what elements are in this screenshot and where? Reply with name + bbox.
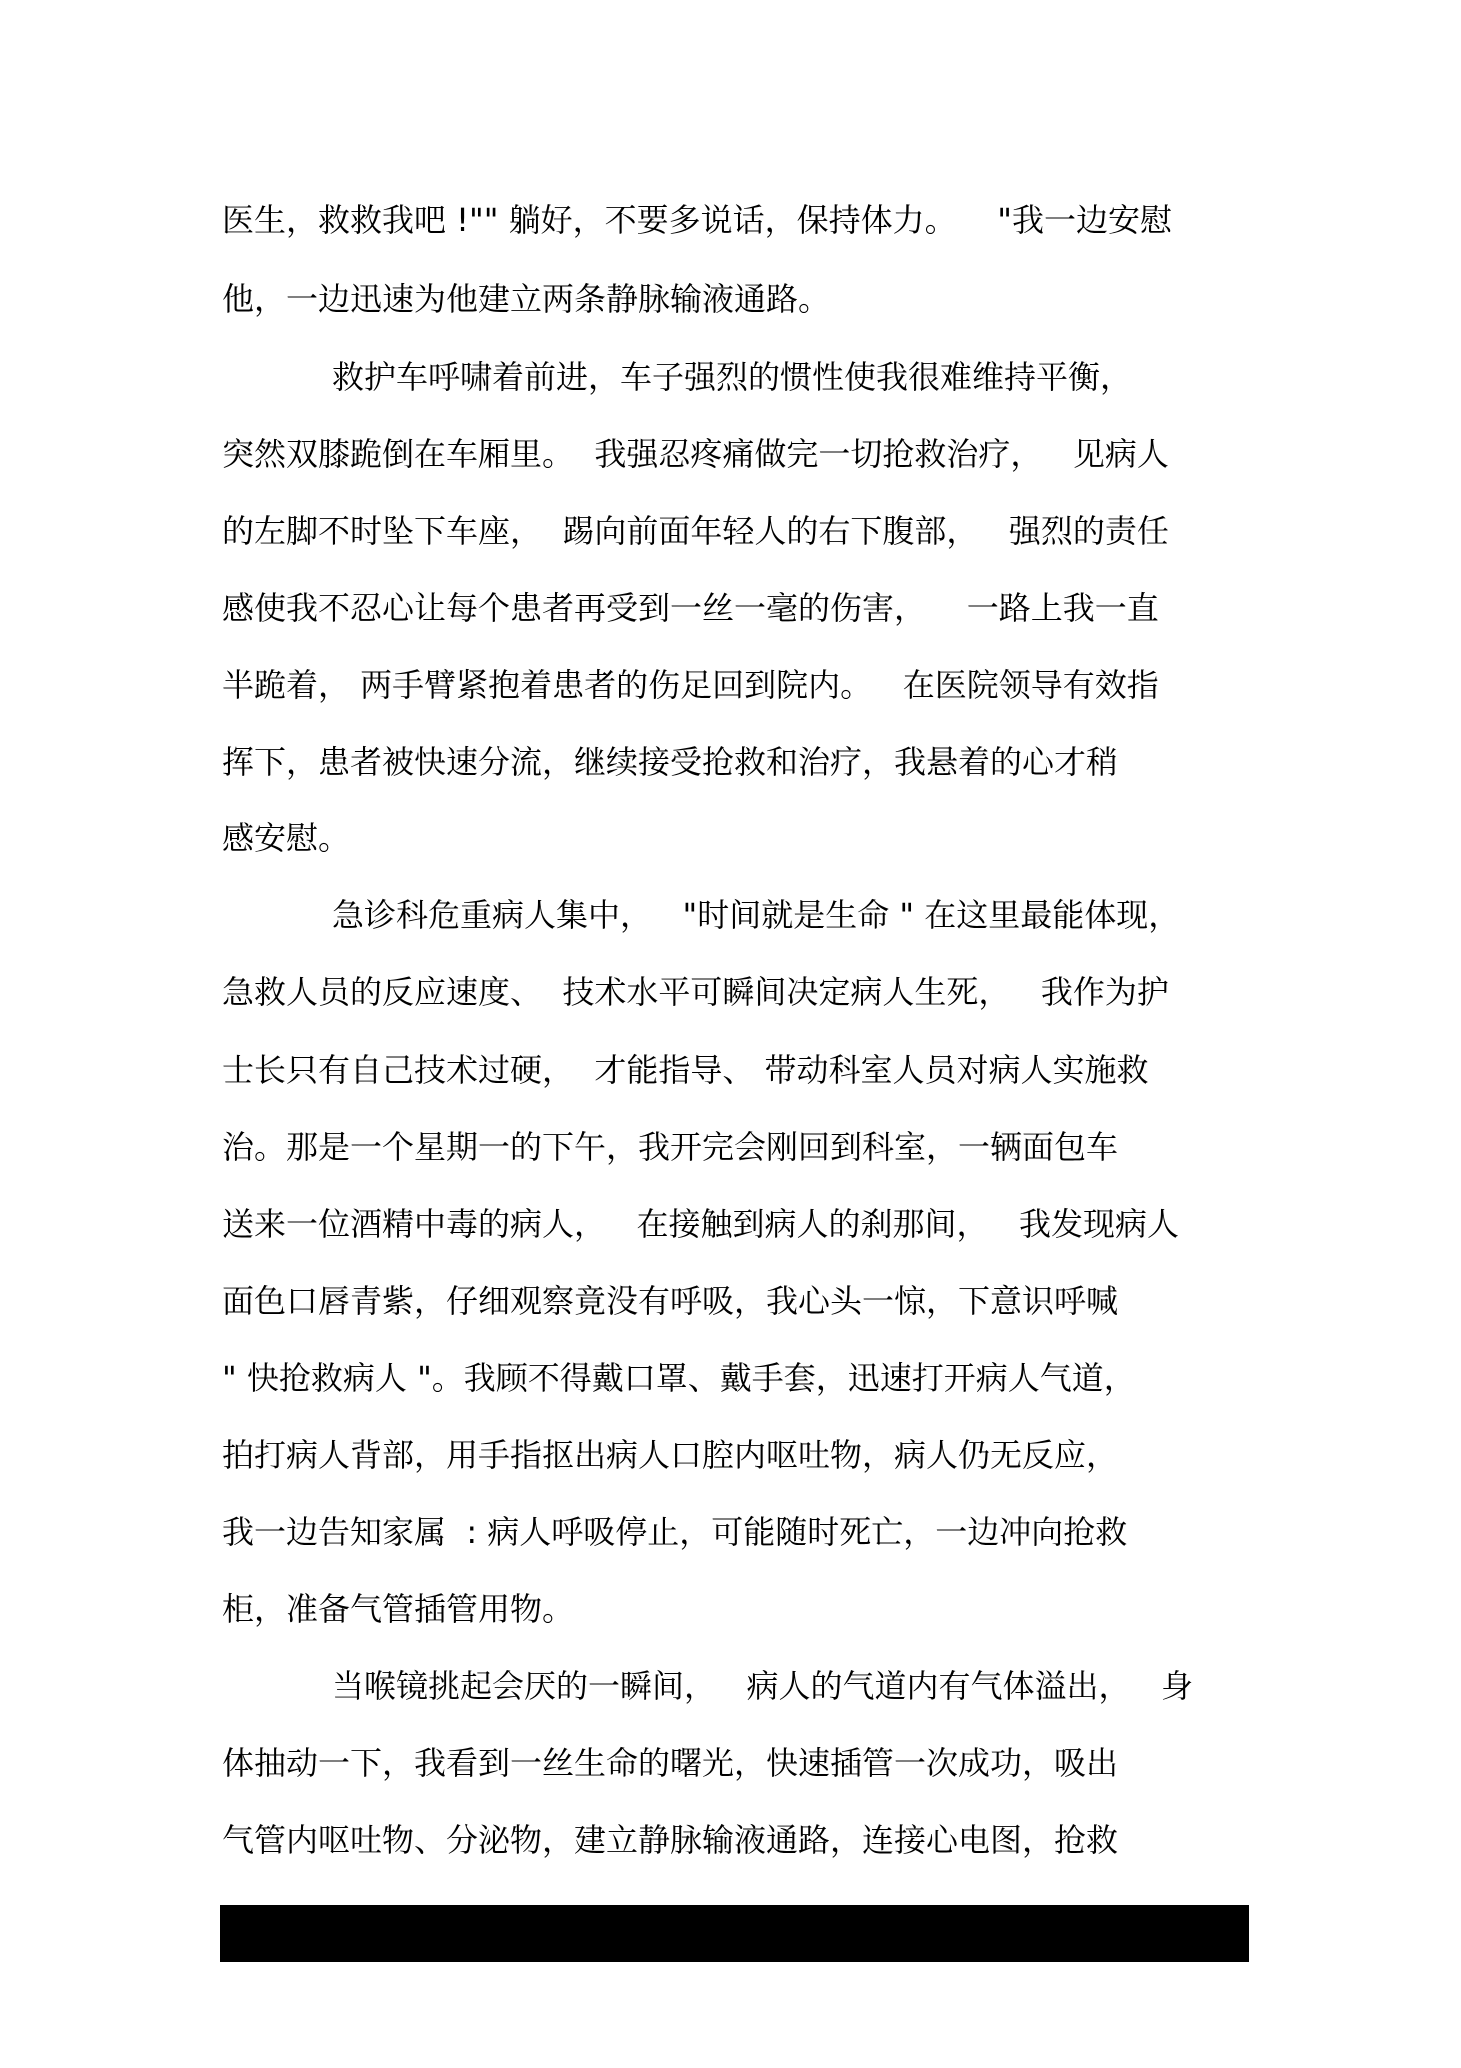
text-line: 医生，救救我吧 !"" 躺好，不要多说话，保持体力。 "我一边安慰 (222, 201, 1173, 239)
text-line: 感使我不忍心让每个患者再受到一丝一毫的伤害， 一路上我一直 (222, 589, 1159, 627)
redaction-bar (220, 1905, 1249, 1962)
text-line: 气管内呕吐物、分泌物，建立静脉输液通路，连接心电图，抢救 (222, 1821, 1119, 1859)
text-line: 送来一位酒精中毒的病人， 在接触到病人的刹那间， 我发现病人 (222, 1205, 1180, 1243)
text-line: 急救人员的反应速度、 技术水平可瞬间决定病人生死， 我作为护 (222, 973, 1169, 1011)
text-line: 突然双膝跪倒在车厢里。 我强忍疼痛做完一切抢救治疗， 见病人 (222, 435, 1169, 473)
text-line: 治。那是一个星期一的下午，我开完会刚回到科室，一辆面包车 (222, 1128, 1119, 1166)
text-line: 体抽动一下，我看到一丝生命的曙光，快速插管一次成功，吸出 (222, 1744, 1119, 1782)
text-line: 感安慰。 (222, 819, 351, 857)
text-line: 士长只有自己技术过硬， 才能指导、 带动科室人员对病人实施救 (222, 1051, 1149, 1089)
text-line: 他，一边迅速为他建立两条静脉输液通路。 (222, 280, 831, 318)
text-line: 挥下，患者被快速分流，继续接受抢救和治疗，我悬着的心才稍 (222, 743, 1119, 781)
text-line: 我一边告知家属 : 病人呼吸停止，可能随时死亡，一边冲向抢救 (222, 1513, 1128, 1551)
text-line: 的左脚不时坠下车座， 踢向前面年轻人的右下腹部， 强烈的责任 (222, 512, 1169, 550)
text-line: 救护车呼啸着前进，车子强烈的惯性使我很难维持平衡， (332, 358, 1133, 396)
text-line: 当喉镜挑起会厌的一瞬间， 病人的气道内有气体溢出， 身 (332, 1667, 1194, 1705)
text-line: 半跪着， 两手臂紧抱着患者的伤足回到院内。 在医院领导有效指 (222, 666, 1159, 704)
text-line: 拍打病人背部，用手指抠出病人口腔内呕吐物，病人仍无反应， (222, 1436, 1119, 1474)
text-line: 急诊科危重病人集中， "时间就是生命 " 在这里最能体现， (332, 896, 1181, 934)
text-line: 柜，准备气管插管用物。 (222, 1590, 575, 1628)
text-line: " 快抢救病人 "。我顾不得戴口罩、戴手套，迅速打开病人气道， (222, 1359, 1136, 1397)
text-line: 面色口唇青紫，仔细观察竟没有呼吸，我心头一惊，下意识呼喊 (222, 1282, 1119, 1320)
